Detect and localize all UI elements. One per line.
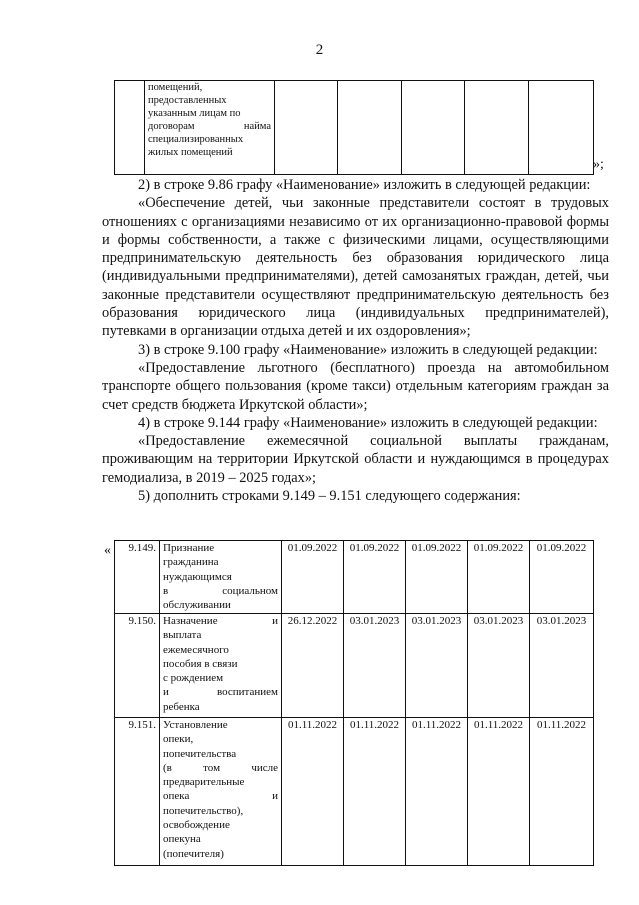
row-number: 9.149.	[115, 541, 160, 614]
row-date: 01.11.2022	[530, 718, 594, 866]
name-line: указанным лицам по	[148, 108, 241, 119]
row-number: 9.150.	[115, 614, 160, 718]
table-cell-date	[465, 81, 529, 175]
name-line: ребенка	[163, 700, 200, 713]
paragraph: «Предоставление ежемесячной социальной выплаты гражданам, проживающим на территории Иркутской области и нуждающимся в процедурах гемодиализа, в 2019 – 2025 годах»;	[102, 433, 609, 486]
row-date: 01.11.2022	[344, 718, 406, 866]
row-number: 9.151.	[115, 718, 160, 866]
table-row	[115, 718, 594, 866]
name-line: предварительные	[163, 776, 245, 789]
page-number: 2	[315, 42, 324, 58]
paragraph: 4) в строке 9.144 графу «Наименование» изложить в следующей редакции:	[138, 414, 598, 431]
row-date: 03.01.2023	[344, 614, 406, 718]
row-date: 26.12.2022	[282, 614, 344, 718]
paragraph: 5) дополнить строками 9.149 – 9.151 следующего содержания:	[138, 488, 521, 505]
paragraph: «Обеспечение детей, чьи законные представители состоят в трудовых отношениях с организациями независимо от их организационно-правовой формы и формы собственности, а также с физическими лицами, осуществляющими предпринимательскую деятельность без образования юридического лица (индивидуальными предпринимателями), детей самозанятых граждан, детей, чьи законные представители осуществляют предпринимательскую деятельность без образования юридического лица (индивидуальных предпринимателей), путевками в организации отдыха детей и их оздоровления»;	[102, 195, 609, 340]
name-line: гражданина	[163, 556, 219, 569]
row-name	[160, 614, 282, 718]
name-line: помещений,	[148, 82, 203, 93]
name-line: опека и	[163, 790, 278, 803]
table-cell-date	[275, 81, 338, 175]
row-date: 03.01.2023	[406, 614, 468, 718]
name-line: Назначение и	[163, 615, 278, 627]
name-line: Признание	[163, 542, 215, 554]
row-date: 01.11.2022	[282, 718, 344, 866]
name-line: в социальном	[163, 584, 278, 597]
name-line: (попечителя)	[163, 847, 224, 860]
row-date: 01.09.2022	[344, 541, 406, 614]
name-line: опекуна	[163, 833, 201, 846]
new-rows-table	[114, 540, 594, 866]
name-line: ежемесячного	[163, 643, 229, 656]
table-cell-name	[145, 81, 275, 175]
name-line: жилых помещений	[148, 147, 233, 158]
table-cell-number	[115, 81, 145, 175]
name-line: нуждающимся	[163, 570, 232, 583]
table-cell-date	[402, 81, 465, 175]
row-date: 01.11.2022	[468, 718, 530, 866]
row-date: 03.01.2023	[468, 614, 530, 718]
table-row	[115, 614, 594, 718]
table-cell-date	[338, 81, 402, 175]
name-line: договорам найма	[148, 121, 271, 132]
opening-quote: «	[104, 543, 111, 558]
name-line: освобождение	[163, 819, 230, 832]
name-line: выплата	[163, 629, 202, 642]
row-date: 01.09.2022	[468, 541, 530, 614]
row-date: 03.01.2023	[530, 614, 594, 718]
paragraph: 3) в строке 9.100 графу «Наименование» изложить в следующей редакции:	[138, 341, 598, 358]
row-name	[160, 718, 282, 866]
closing-quote: »;	[593, 157, 604, 172]
name-line: попечительства	[163, 747, 237, 760]
name-line: пособия в связи	[163, 657, 238, 670]
name-line: обслуживании	[163, 599, 231, 612]
table-cell-date	[529, 81, 594, 175]
paragraph: 2) в строке 9.86 графу «Наименование» изложить в следующей редакции:	[138, 177, 591, 193]
name-line: с рождением	[163, 672, 224, 685]
row-name	[160, 541, 282, 614]
name-line: Установление	[163, 719, 228, 731]
name-line: специализированных	[148, 134, 244, 145]
name-line: предоставленных	[148, 95, 227, 106]
paragraph: «Предоставление льготного (бесплатного) проезда на автомобильном транспорте общего пользования (кроме такси) отдельным категориям граждан за счет средств бюджета Иркутской области»;	[102, 359, 609, 413]
name-line: попечительство),	[163, 804, 244, 817]
continuation-table	[114, 80, 594, 175]
row-date: 01.09.2022	[530, 541, 594, 614]
row-date: 01.09.2022	[282, 541, 344, 614]
name-line: и воспитанием	[163, 686, 278, 699]
table-row	[115, 541, 594, 614]
row-date: 01.09.2022	[406, 541, 468, 614]
row-date: 01.11.2022	[406, 718, 468, 866]
name-line: (в том числе	[163, 761, 278, 774]
body-text	[102, 176, 609, 505]
name-line: опеки,	[163, 733, 194, 746]
